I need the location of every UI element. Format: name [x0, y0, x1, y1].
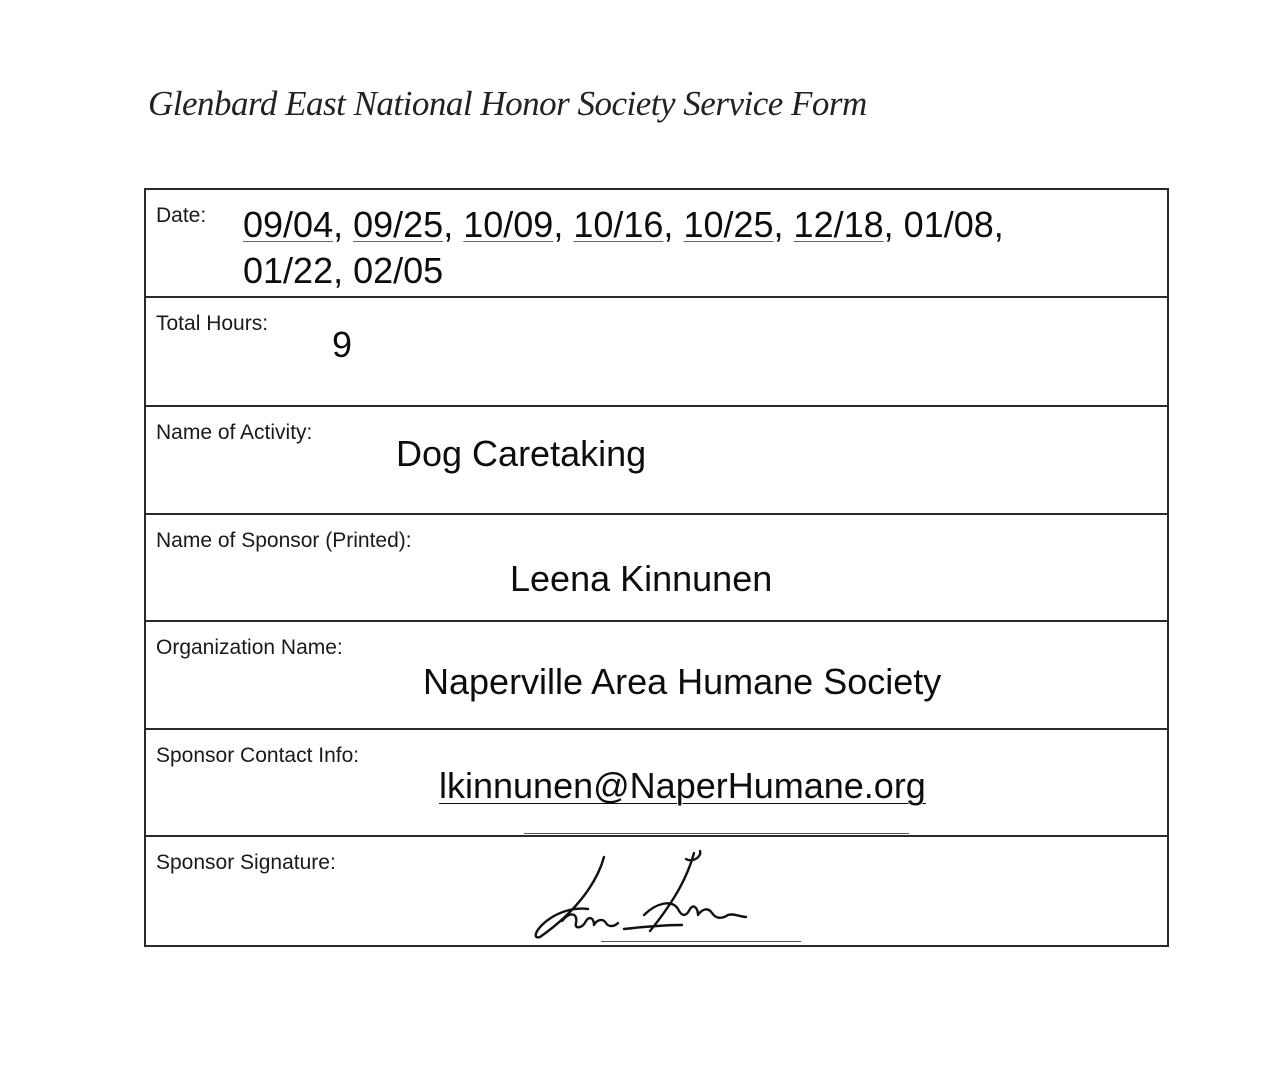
sponsor-signature: [532, 849, 752, 941]
contact-row: [146, 730, 1167, 837]
date-entry: 10/16: [573, 204, 664, 245]
contact-email: lkinnunen@NaperHumane.org: [439, 765, 926, 806]
total-hours-value: 9: [332, 324, 353, 365]
signature-guide-line: [601, 941, 801, 942]
activity-row: [146, 407, 1167, 515]
signature-label: Sponsor Signature:: [156, 851, 336, 874]
signature-guide-line: [524, 833, 909, 834]
activity-label: Name of Activity:: [156, 421, 313, 444]
dates-list: 09/04, 09/25, 10/09, 10/16, 10/25, 12/18, 01/08, 01/22, 02/05: [243, 204, 1004, 291]
date-entry: 09/25: [353, 204, 444, 245]
sponsor-name-label: Name of Sponsor (Printed):: [156, 529, 412, 552]
date-label: Date:: [156, 204, 207, 227]
organization-label: Organization Name:: [156, 636, 343, 659]
form-title: Glenbard East National Honor Society Service Form: [148, 84, 867, 123]
contact-label: Sponsor Contact Info:: [156, 744, 360, 767]
date-entry: 01/22: [243, 250, 334, 291]
date-entry: 10/09: [463, 204, 554, 245]
date-entry: 02/05: [353, 250, 444, 291]
service-form-table: [144, 188, 1169, 947]
date-entry: 10/25: [683, 204, 774, 245]
date-entry: 09/04: [243, 204, 334, 245]
sponsor-name-value: Leena Kinnunen: [510, 558, 773, 599]
organization-row: [146, 622, 1167, 730]
total-hours-label: Total Hours:: [156, 312, 269, 335]
total-hours-row: [146, 298, 1167, 407]
organization-value: Naperville Area Humane Society: [423, 661, 942, 702]
date-row: [146, 190, 1167, 298]
date-entry: 12/18: [793, 204, 884, 245]
activity-value: Dog Caretaking: [396, 433, 647, 474]
signature-row: [146, 837, 1167, 945]
sponsor-name-row: [146, 515, 1167, 622]
date-entry: 01/08: [903, 204, 994, 245]
